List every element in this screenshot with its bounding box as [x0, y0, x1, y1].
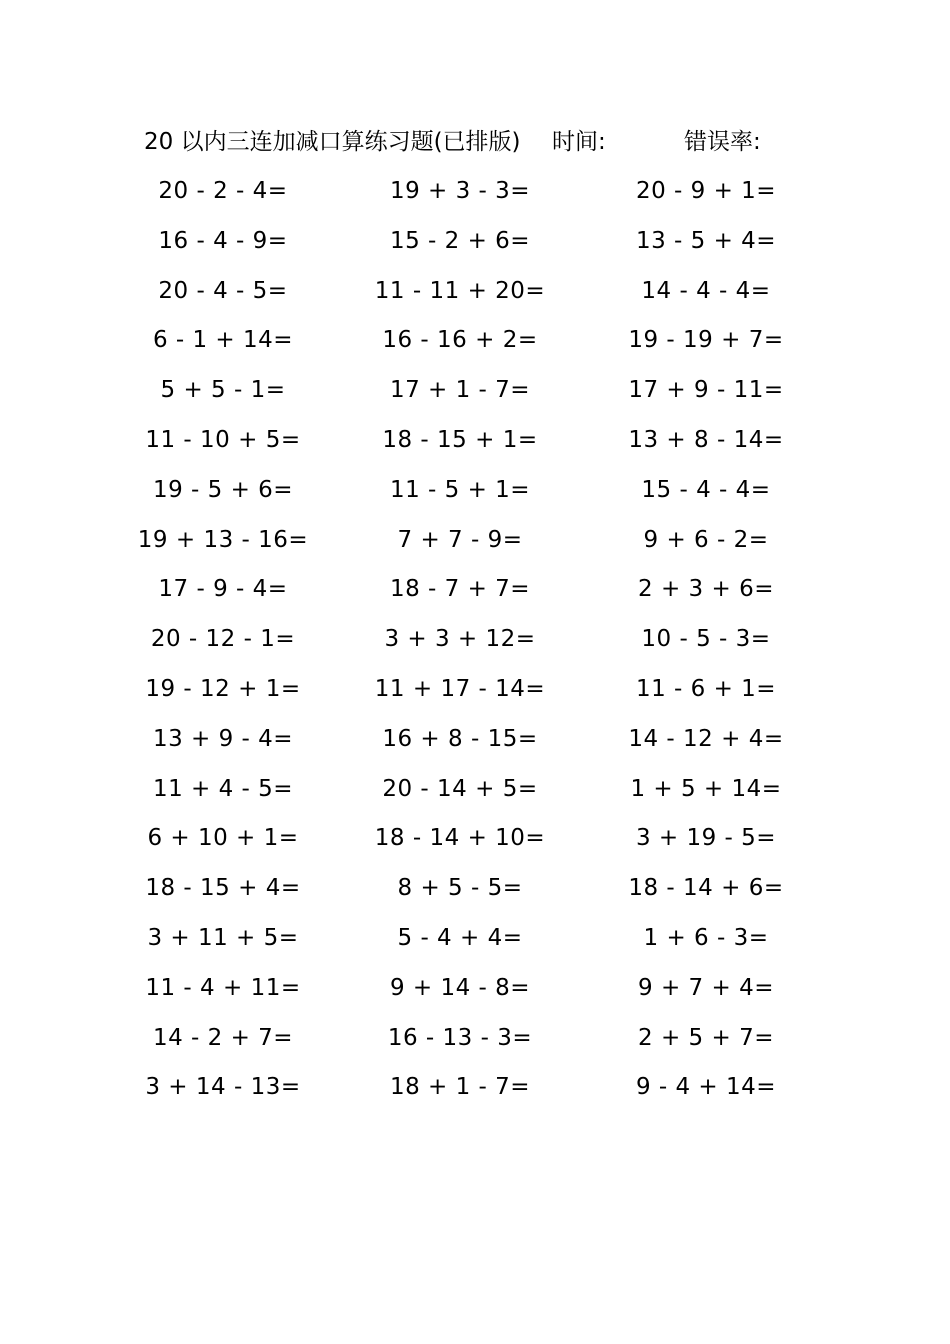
problem-item: 11 - 5 + 1= [389, 476, 531, 503]
problem-item: 20 - 12 - 1= [150, 626, 296, 653]
problem-item: 3 + 11 + 5= [147, 924, 299, 951]
problem-item: 9 + 7 + 4= [638, 974, 774, 1001]
problem-row [0, 919, 950, 969]
problem-item: 8 + 5 - 5= [397, 875, 523, 902]
problem-item: 15 - 4 - 4= [641, 476, 771, 503]
problem-row [0, 1068, 950, 1118]
problem-row [0, 969, 950, 1019]
problem-item: 6 + 10 + 1= [147, 825, 299, 852]
problem-item: 18 - 15 + 4= [145, 875, 301, 902]
problem-item: 11 - 4 + 11= [145, 974, 301, 1001]
problem-item: 18 - 15 + 1= [382, 426, 538, 453]
problem-item: 2 + 5 + 7= [638, 1024, 774, 1051]
problem-item: 6 - 1 + 14= [152, 327, 294, 354]
problem-item: 18 + 1 - 7= [389, 1074, 531, 1101]
error-rate-label: 错误率: [684, 129, 761, 155]
problem-row [0, 471, 950, 521]
problem-item: 17 + 1 - 7= [389, 377, 531, 404]
problem-item: 17 + 9 - 11= [628, 377, 784, 404]
problem-item: 13 + 9 - 4= [152, 725, 294, 752]
problem-row [0, 321, 950, 371]
problem-row [0, 272, 950, 322]
problem-row [0, 371, 950, 421]
problem-item: 18 - 7 + 7= [389, 576, 531, 603]
problem-item: 5 - 4 + 4= [397, 924, 523, 951]
page-title: 20 以内三连加减口算练习题(已排版) [144, 129, 521, 155]
problem-item: 11 + 4 - 5= [152, 775, 294, 802]
problem-row [0, 819, 950, 869]
problem-item: 5 + 5 - 1= [160, 377, 286, 404]
problem-grid [0, 172, 950, 1118]
problem-item: 16 - 13 - 3= [387, 1024, 533, 1051]
problem-item: 1 + 6 - 3= [643, 924, 769, 951]
problem-item: 15 - 2 + 6= [389, 227, 531, 254]
problem-item: 11 - 11 + 20= [374, 277, 546, 304]
problem-row [0, 222, 950, 272]
problem-item: 1 + 5 + 14= [630, 775, 782, 802]
problem-item: 10 - 5 - 3= [641, 626, 771, 653]
problem-item: 16 + 8 - 15= [382, 725, 538, 752]
problem-item: 17 - 9 - 4= [158, 576, 288, 603]
problem-item: 19 + 3 - 3= [389, 178, 531, 204]
time-label: 时间: [552, 129, 606, 155]
problem-item: 11 - 6 + 1= [635, 675, 777, 702]
problem-item: 3 + 19 - 5= [635, 825, 777, 852]
problem-row [0, 770, 950, 820]
problem-row [0, 172, 950, 222]
problem-row [0, 1019, 950, 1069]
problem-item: 16 - 4 - 9= [158, 227, 288, 254]
problem-item: 20 - 4 - 5= [158, 277, 288, 304]
problem-item: 14 - 4 - 4= [641, 277, 771, 304]
problem-item: 11 + 17 - 14= [374, 675, 546, 702]
problem-row [0, 869, 950, 919]
problem-item: 9 - 4 + 14= [635, 1074, 777, 1101]
problem-item: 20 - 9 + 1= [635, 178, 777, 204]
problem-item: 11 - 10 + 5= [145, 426, 301, 453]
problem-item: 14 - 12 + 4= [628, 725, 784, 752]
problem-item: 9 + 14 - 8= [389, 974, 531, 1001]
problem-row [0, 620, 950, 670]
problem-item: 3 + 14 - 13= [145, 1074, 301, 1101]
problem-item: 20 - 14 + 5= [382, 775, 538, 802]
problem-item: 13 + 8 - 14= [628, 426, 784, 453]
problem-item: 9 + 6 - 2= [643, 526, 769, 553]
problem-row [0, 570, 950, 620]
problem-item: 19 + 13 - 16= [137, 526, 309, 553]
problem-row [0, 670, 950, 720]
problem-row [0, 421, 950, 471]
problem-item: 2 + 3 + 6= [638, 576, 774, 603]
problem-item: 20 - 2 - 4= [158, 178, 288, 204]
problem-item: 19 - 12 + 1= [145, 675, 301, 702]
problem-row [0, 720, 950, 770]
problem-item: 18 - 14 + 6= [628, 875, 784, 902]
problem-item: 19 - 19 + 7= [628, 327, 784, 354]
problem-item: 14 - 2 + 7= [152, 1024, 294, 1051]
problem-item: 16 - 16 + 2= [382, 327, 538, 354]
problem-item: 13 - 5 + 4= [635, 227, 777, 254]
problem-item: 19 - 5 + 6= [152, 476, 294, 503]
problem-item: 7 + 7 - 9= [397, 526, 523, 553]
problem-row [0, 521, 950, 571]
problem-item: 3 + 3 + 12= [384, 626, 536, 653]
problem-item: 18 - 14 + 10= [374, 825, 546, 852]
